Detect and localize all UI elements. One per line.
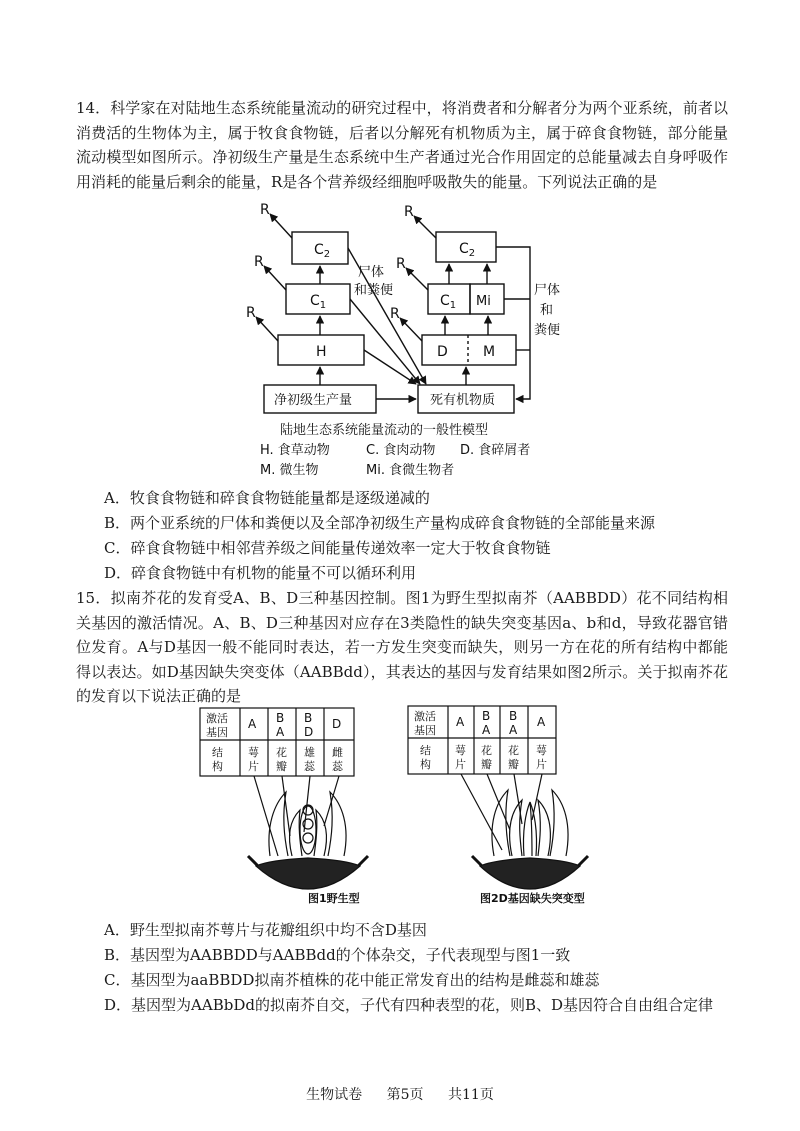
footer-page-number: 第5页	[386, 1087, 424, 1103]
fig2-caption: 图2D基因缺失突变型	[480, 892, 585, 905]
fig2-structure-3-bottom: 瓣	[508, 758, 519, 771]
fig2-header-structure-2: 构	[420, 758, 431, 771]
fig2-header-structure-1: 结	[420, 744, 431, 757]
fig2-gene-3-top: B	[509, 709, 518, 723]
r-label: R	[260, 202, 270, 218]
fig1-header-gene-1: 激活	[206, 712, 228, 725]
fig1-gene-3-bottom: D	[304, 725, 314, 739]
carcass-label-right-1: 尸体	[534, 283, 561, 298]
r-label: R	[254, 254, 264, 270]
fig1-structure-3-top: 雄	[304, 746, 315, 759]
q15-stem: 15．拟南芥花的发育受A、B、D三种基因控制。图1为野生型拟南芥（AABBDD）花不同结构相关基因的激活情况。A、B、D三种基因对应存在3类隐性的缺失突变基因a、b和d，导致花器官错位发育。A与D基因一般不能同时表达，若一方发生突变而缺失，则另一方在花的所有结构中都能得以表达。如D基因缺失突变体（AABBdd），其表达的基因与发育结果如图2所示。关于拟南芥花的发育以下说法正确的是	[76, 589, 728, 705]
fig2-gene-2-top: B	[482, 709, 491, 723]
c1-label-right: $C_1$	[440, 293, 457, 311]
q15-option-b[interactable]: B．基因型为AABBDD与AABBdd的个体杂交，子代表现型与图1一致	[104, 946, 571, 964]
r-label: R	[246, 305, 256, 321]
legend-h: H. 食草动物	[260, 443, 330, 458]
mi-label: Mi	[476, 294, 491, 309]
fig1-header-structure-1: 结	[212, 746, 223, 759]
fig2-structure-1-top: 萼	[455, 744, 466, 757]
q14-option-a[interactable]: A．牧食食物链和碎食食物链能量都是逐级递减的	[104, 489, 430, 507]
carcass-label-left-1: 尸体	[358, 265, 385, 280]
fig1-structure-4-bottom: 蕊	[332, 760, 343, 773]
q15-option-d[interactable]: D．基因型为AABbDd的拟南芥自交，子代有四种表型的花，则B、D基因符合自由组合定律	[104, 996, 713, 1014]
figure-1-wild-type	[196, 706, 392, 912]
fig1-header-structure-2: 构	[212, 760, 223, 773]
fig1-structure-2-top: 花	[276, 746, 287, 759]
fig1-gene-4: D	[332, 717, 342, 731]
npp-label: 净初级生产量	[274, 393, 353, 408]
q14-option-d[interactable]: D．碎食食物链中有机物的能量不可以循环利用	[104, 564, 417, 582]
fig1-structure-2-bottom: 瓣	[276, 760, 287, 773]
legend-m: M. 微生物	[260, 463, 319, 478]
h-label: H	[316, 344, 327, 360]
footer-subject: 生物试卷	[306, 1087, 363, 1103]
r-label: R	[396, 256, 406, 272]
fig1-caption: 图1野生型	[308, 892, 360, 905]
fig1-gene-2-bottom: A	[276, 725, 285, 739]
fig2-structure-2-top: 花	[481, 744, 492, 757]
legend-c: C. 食肉动物	[366, 443, 436, 458]
fig1-gene-3-top: B	[304, 711, 313, 725]
q15-option-c[interactable]: C．基因型为aaBBDD拟南芥植株的花中能正常发育出的结构是雌蕊和雄蕊	[104, 971, 600, 989]
fig2-structure-4-top: 萼	[536, 744, 547, 757]
fig2-structure-2-bottom: 瓣	[481, 758, 492, 771]
carcass-label-right-3: 粪便	[534, 323, 561, 338]
legend-d: D. 食碎屑者	[460, 443, 531, 458]
r-label: R	[390, 306, 400, 322]
fig2-structure-1-bottom: 片	[455, 758, 466, 771]
fig2-structure-4-bottom: 片	[536, 758, 547, 771]
c2-label-left: $C_2$	[314, 242, 331, 260]
m-label: M	[483, 344, 496, 360]
footer-total-pages: 共11页	[448, 1087, 494, 1103]
page-footer	[0, 1084, 800, 1104]
fig1-structure-1-top: 萼	[248, 746, 259, 759]
fig1-gene-2-top: B	[276, 711, 285, 725]
d-label: D	[437, 344, 448, 360]
fig1-structure-1-bottom: 片	[248, 760, 259, 773]
fig2-gene-2-bottom: A	[482, 723, 491, 737]
dead-organic-label: 死有机物质	[430, 393, 496, 408]
diagram-title: 陆地生态系统能量流动的一般性模型	[280, 423, 489, 438]
fig2-structure-3-top: 花	[508, 744, 519, 757]
fig1-structure-4-top: 雌	[332, 746, 343, 759]
legend-mi: Mi. 食微生物者	[366, 463, 455, 478]
figure-2-d-deletion-mutant	[404, 704, 604, 912]
carcass-label-right-2: 和	[540, 303, 554, 318]
q14-stem: 14．科学家在对陆地生态系统能量流动的研究过程中，将消费者和分解者分为两个亚系统，前者以消费活的生物体为主，属于牧食食物链，后者以分解死有机物质为主，属于碎食食物链，部分能量流动模型如图所示。净初级生产量是生态系统中生产者通过光合作用固定的总能量减去自身呼吸作用消耗的能量后剩余的能量，R是各个营养级经细胞呼吸散失的能量。下列说法正确的是	[76, 99, 728, 191]
r-label: R	[404, 204, 414, 220]
fig1-structure-3-bottom: 蕊	[304, 760, 315, 773]
carcass-label-left-2: 和粪便	[354, 283, 394, 298]
fig2-header-gene-1: 激活	[414, 710, 436, 723]
fig2-gene-4: A	[537, 715, 546, 729]
energy-flow-diagram	[240, 202, 570, 484]
c1-label-left: $C_1$	[310, 293, 327, 311]
fig1-gene-1: A	[248, 717, 257, 731]
q15-option-a[interactable]: A．野生型拟南芥萼片与花瓣组织中均不含D基因	[104, 921, 427, 939]
c2-label-right: $C_2$	[459, 241, 476, 259]
fig2-gene-1: A	[456, 715, 465, 729]
q14-option-c[interactable]: C．碎食食物链中相邻营养级之间能量传递效率一定大于牧食食物链	[104, 539, 551, 557]
fig1-header-gene-2: 基因	[206, 726, 228, 739]
fig2-gene-3-bottom: A	[509, 723, 518, 737]
fig2-header-gene-2: 基因	[414, 724, 436, 737]
q14-option-b[interactable]: B．两个亚系统的尸体和粪便以及全部净初级生产量构成碎食食物链的全部能量来源	[104, 514, 656, 532]
